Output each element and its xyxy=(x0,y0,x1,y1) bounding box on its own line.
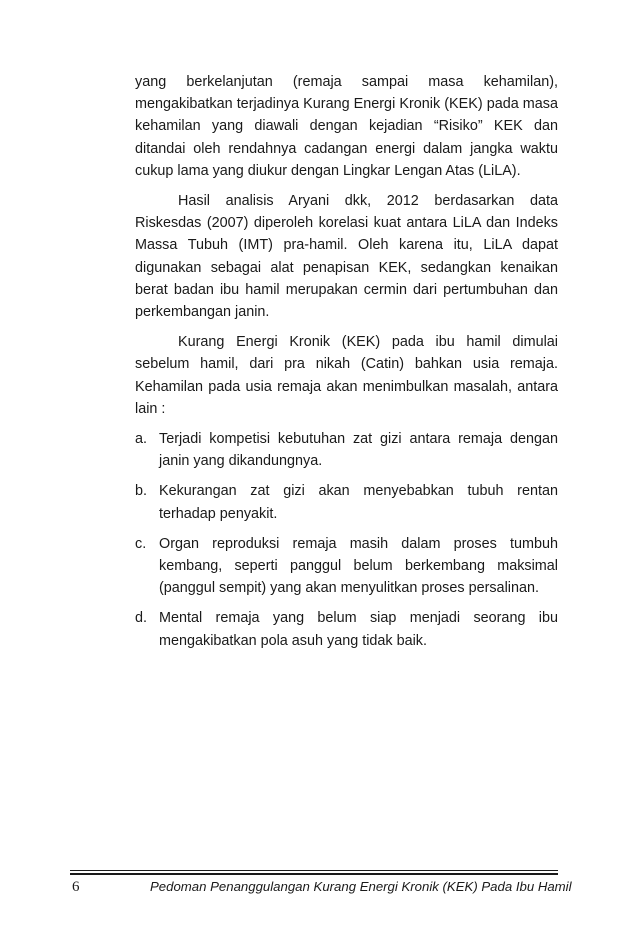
list-item xyxy=(135,480,558,524)
list-item-text: Mental remaja yang belum siap menjadi seorang ibu mengakibatkan pola asuh yang tidak baik. xyxy=(159,610,558,649)
footer-rule-thick xyxy=(70,873,558,875)
list-marker: d. xyxy=(135,610,148,627)
list-marker: c. xyxy=(135,535,147,552)
list-item-text: Kekurangan zat gizi akan menyebabkan tubuh rentan terhadap penyakit. xyxy=(159,483,558,522)
running-footer-title: Pedoman Penanggulangan Kurang Energi Kronik (KEK) Pada Ibu Hamil xyxy=(150,879,572,894)
paragraph-kek-onset: Kurang Energi Kronik (KEK) pada ibu hamil dimulai sebelum hamil, dari pra nikah (Catin) bahkan usia remaja. Kehamilan pada usia remaja akan menimbulkan masalah, antara lain : xyxy=(135,334,558,417)
list-marker: a. xyxy=(135,431,148,448)
list-item xyxy=(135,533,558,600)
paragraph-aryani-analysis: Hasil analisis Aryani dkk, 2012 berdasarkan data Riskesdas (2007) diperoleh korelasi kuat antara LiLA dan Indeks Massa Tubuh (IMT) pra-hamil. Oleh karena itu, LiLA dapat digunakan sebagai alat penapisan KEK, sedangkan kenaikan berat badan ibu hamil merupakan cermin dari pertumbuhan dan perkembangan janin. xyxy=(135,193,558,321)
list-item-text: Terjadi kompetisi kebutuhan zat gizi antara remaja dengan janin yang dikandungnya. xyxy=(159,431,558,470)
body-text xyxy=(135,71,558,660)
list-item xyxy=(135,607,558,651)
list-marker: b. xyxy=(135,483,148,500)
list-item-text: Organ reproduksi remaja masih dalam proses tumbuh kembang, seperti panggul belum berkembang maksimal (panggul sempit) yang akan menyulitkan proses persalinan. xyxy=(159,535,558,597)
problem-list xyxy=(135,428,558,652)
footer-rule-thin xyxy=(70,870,558,871)
page-number: 6 xyxy=(72,879,80,895)
list-item xyxy=(135,428,558,472)
paragraph-continuation: yang berkelanjutan (remaja sampai masa kehamilan), mengakibatkan terjadinya Kurang Energi Kronik (KEK) pada masa kehamilan yang diawali dengan kejadian “Risiko” KEK dan ditandai oleh rendahnya cadangan energi dalam jangka waktu cukup lama yang diukur dengan Lingkar Lengan Atas (LiLA). xyxy=(135,74,558,179)
